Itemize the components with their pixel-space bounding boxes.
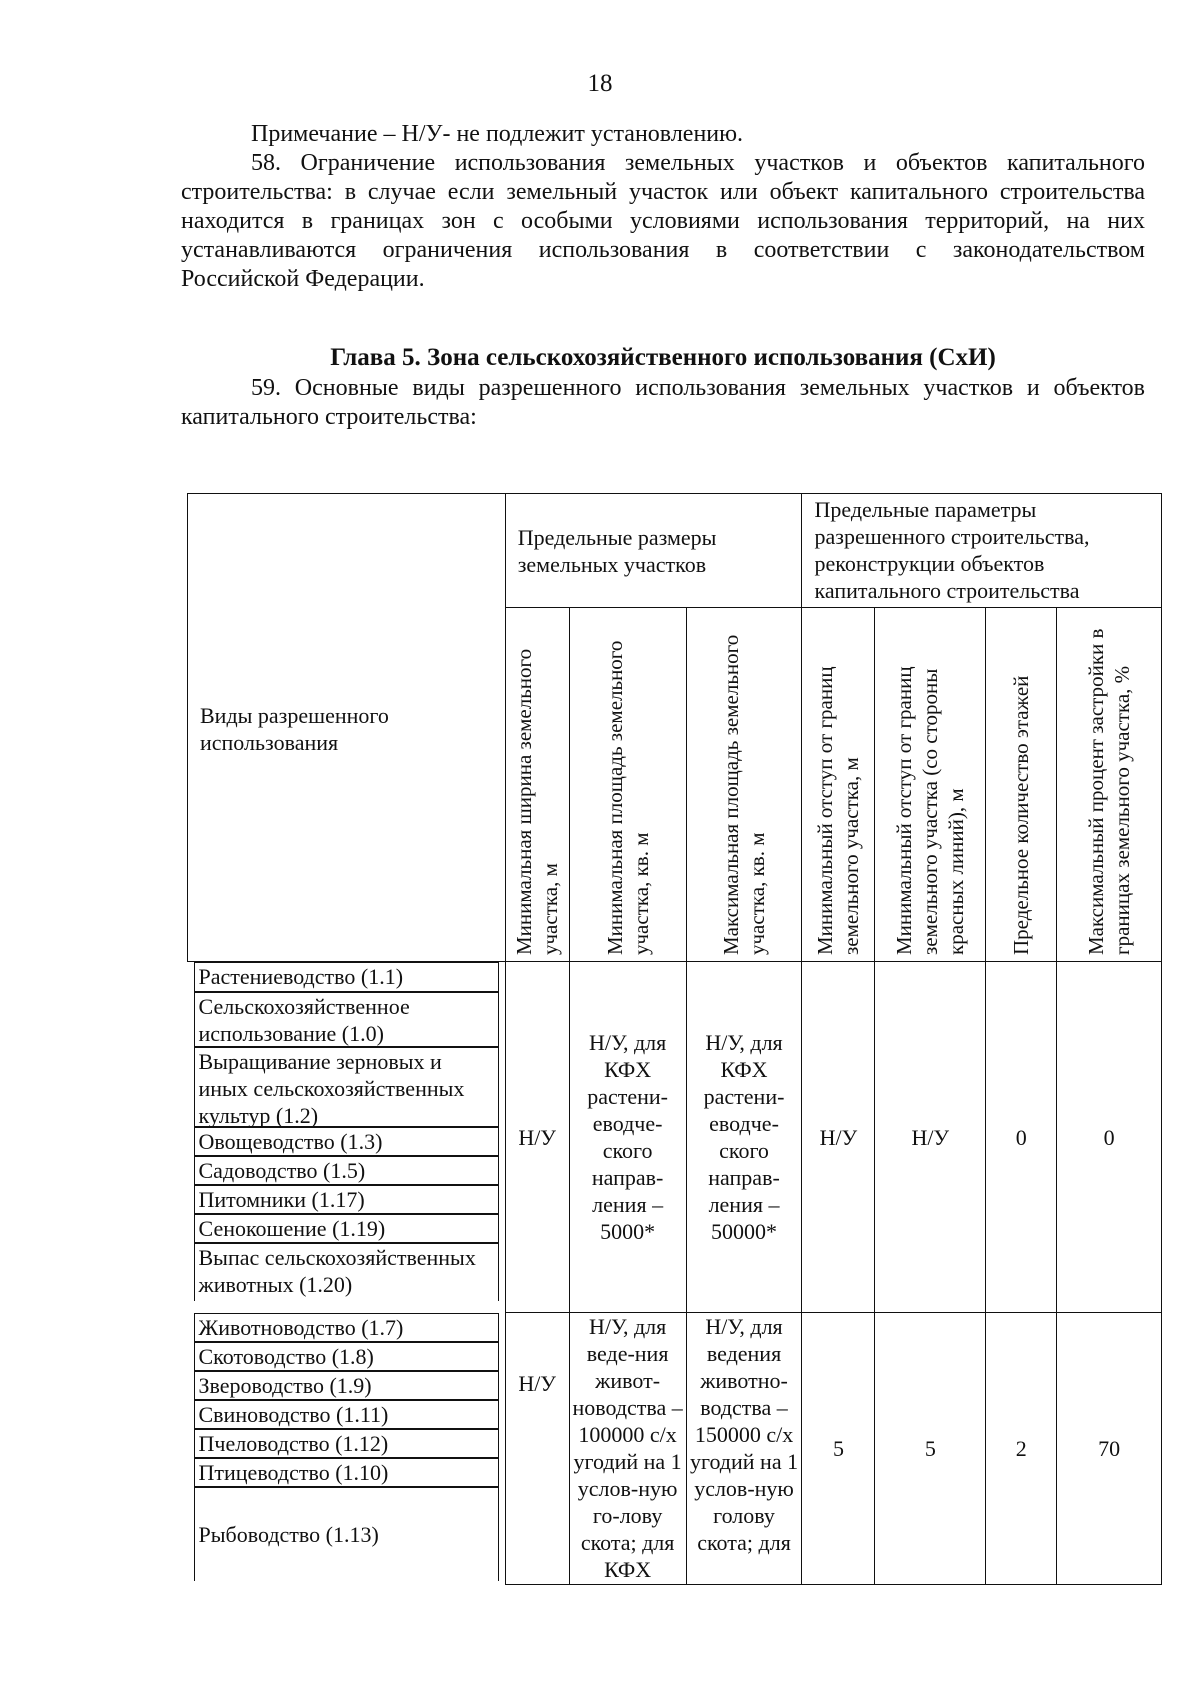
block1-use-types xyxy=(188,962,506,1313)
block2-min-width: Н/У xyxy=(505,1313,569,1585)
list-item: Растениеводство (1.1) xyxy=(194,962,499,992)
list-item: Скотоводство (1.8) xyxy=(194,1342,499,1371)
block1-max-percent: 0 xyxy=(1057,962,1162,1313)
page-number: 18 xyxy=(587,70,613,97)
block2-max-area: Н/У, для ведения животно-водства – 150000 с/х угодий на 1 услов-ную голову скота; для xyxy=(686,1313,802,1585)
block1-min-width: Н/У xyxy=(505,962,569,1313)
header-group-sizes: Предельные размеры земельных участков xyxy=(505,494,802,608)
list-item: Питомники (1.17) xyxy=(194,1185,499,1214)
header-group-params: Предельные параметры разрешенного строительства, реконструкции объектов капитального строительства xyxy=(802,494,1162,608)
header-min-width: Минимальная ширина земельного участка, м xyxy=(505,608,569,962)
list-item: Выращивание зерновых и иных сельскохозяйственных культур (1.2) xyxy=(194,1047,499,1127)
block1-min-offset-red: Н/У xyxy=(875,962,986,1313)
list-item: Птицеводство (1.10) xyxy=(194,1458,499,1487)
header-min-area: Минимальная площадь земельного участка, кв. м xyxy=(569,608,686,962)
block1-floors: 0 xyxy=(986,962,1057,1313)
block1-min-area: Н/У, для КФХ растени-еводче-ского направ-ления – 5000* xyxy=(569,962,686,1313)
list-item: Выпас сельскохозяйственных животных (1.20) xyxy=(194,1243,499,1301)
list-item: Сенокошение (1.19) xyxy=(194,1214,499,1243)
header-max-percent: Максимальный процент застройки в границах земельного участка, % xyxy=(1057,608,1162,962)
list-item: Рыбоводство (1.13) xyxy=(194,1487,499,1581)
block2-min-offset-red: 5 xyxy=(875,1313,986,1585)
list-item: Сельскохозяйственное использование (1.0) xyxy=(194,992,499,1047)
header-max-area: Максимальная площадь земельного участка, кв. м xyxy=(686,608,802,962)
list-item: Садоводство (1.5) xyxy=(194,1156,499,1185)
list-item: Звероводство (1.9) xyxy=(194,1371,499,1400)
header-floors: Предельное количество этажей xyxy=(986,608,1057,962)
block2-use-types xyxy=(188,1313,506,1585)
note-paragraph: Примечание – Н/У- не подлежит установлению. xyxy=(251,121,744,147)
header-min-offset-red: Минимальный отступ от границ земельного участка (со стороны красных линий), м xyxy=(875,608,986,962)
block2-min-area: Н/У, для веде-ния живот-новодства – 100000 с/х угодий на 1 услов-ную го-лову скота; для КФХ xyxy=(569,1313,686,1585)
header-use-types: Виды разрешенного использования xyxy=(188,494,506,962)
item-58-paragraph: 58. Ограничение использования земельных участков и объектов капитального строительства: в случае если земельный участок или объект капитального строительства находится в границах зон с особыми условиями использования территорий, на них устанавливаются ограничения использования в соответствии с законодательством Российской Федерации. xyxy=(181,150,1145,292)
list-item: Животноводство (1.7) xyxy=(194,1313,499,1342)
block1-max-area: Н/У, для КФХ растени-еводче-ского направ-ления – 50000* xyxy=(686,962,802,1313)
block1-min-offset: Н/У xyxy=(802,962,875,1313)
list-item: Свиноводство (1.11) xyxy=(194,1400,499,1429)
block2-floors: 2 xyxy=(986,1313,1057,1585)
block2-min-offset: 5 xyxy=(802,1313,875,1585)
land-use-table xyxy=(187,493,1162,1585)
block2-max-percent: 70 xyxy=(1057,1313,1162,1585)
list-item: Пчеловодство (1.12) xyxy=(194,1429,499,1458)
item-59-paragraph: 59. Основные виды разрешенного использования земельных участков и объектов капитального строительства: xyxy=(181,375,1145,430)
list-item: Овощеводство (1.3) xyxy=(194,1127,499,1156)
header-min-offset: Минимальный отступ от границ земельного участка, м xyxy=(802,608,875,962)
chapter-title: Глава 5. Зона сельскохозяйственного использования (СхИ) xyxy=(330,344,996,371)
